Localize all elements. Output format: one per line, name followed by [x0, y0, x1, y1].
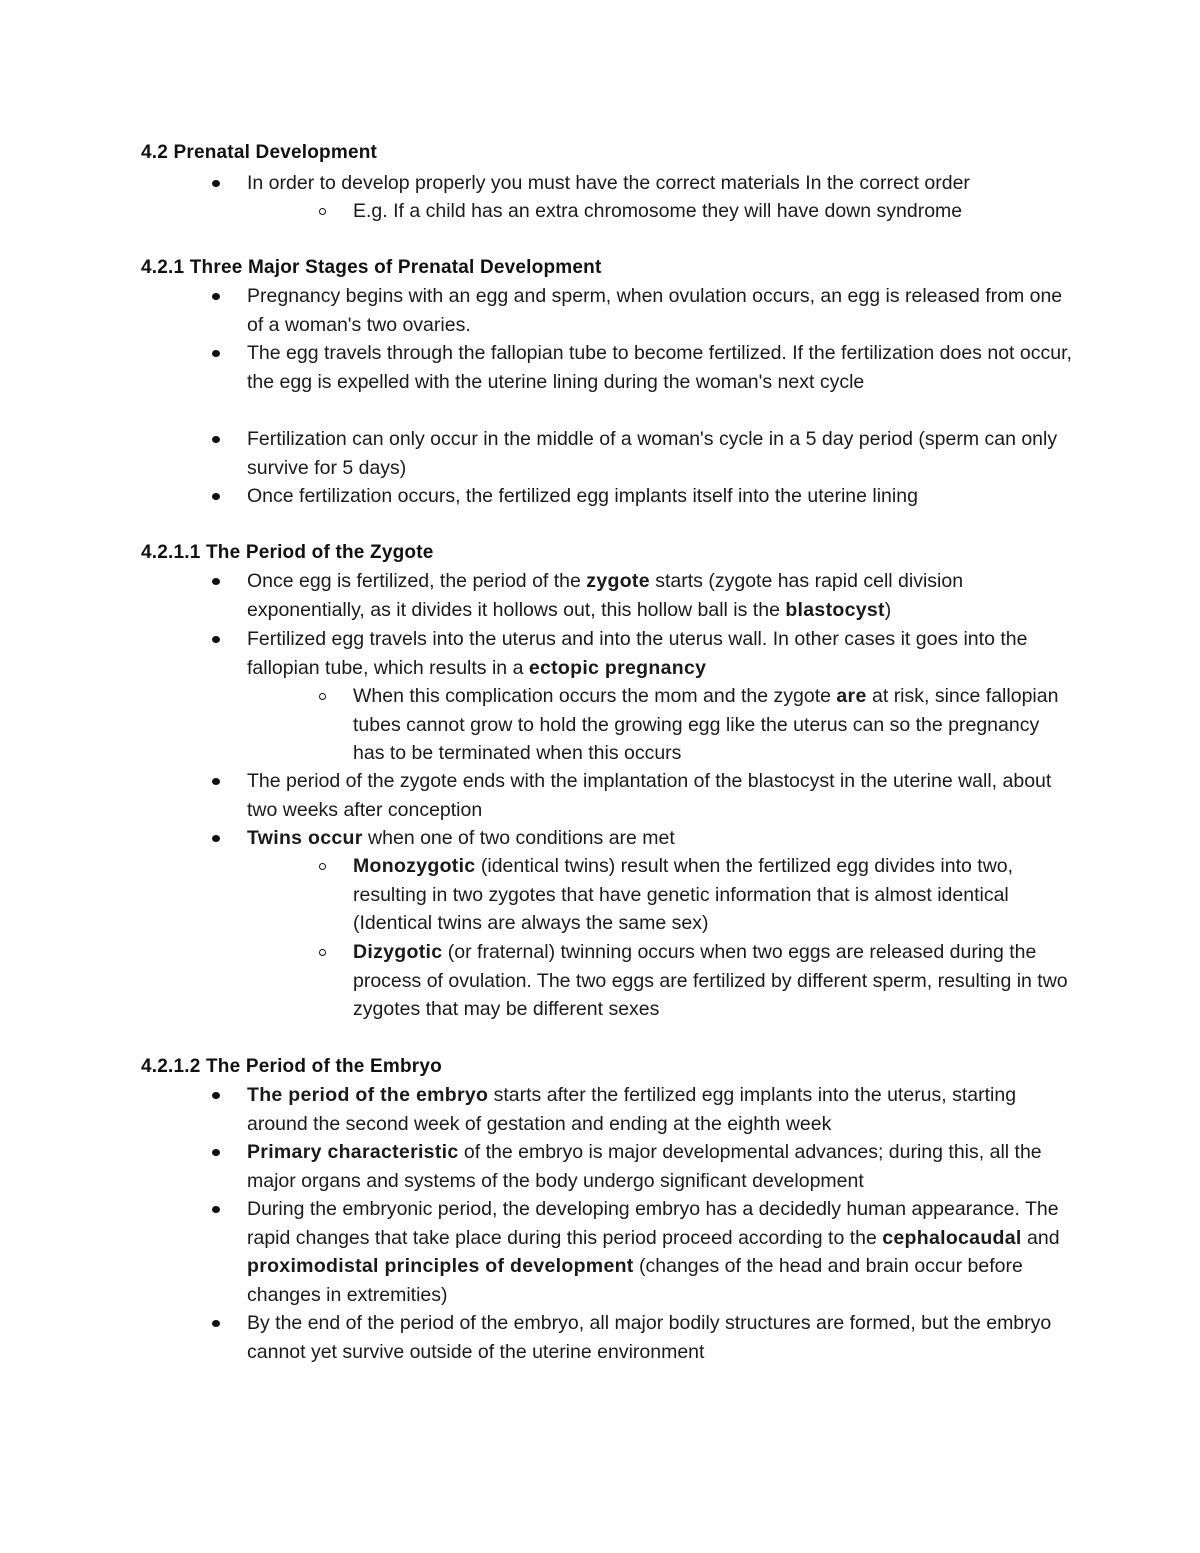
bullet-circle-icon: [319, 949, 326, 956]
sub-list-item: E.g. If a child has an extra chromosome they will have down syndrome: [353, 197, 1073, 226]
list-item: Primary characteristic of the embryo is major developmental advances; during this, all the major organs and systems of the body undergo significant development: [247, 1138, 1077, 1195]
bullet-disc-icon: [212, 835, 220, 842]
sub-list-item: Dizygotic (or fraternal) twinning occurs when two eggs are released during the process of ovulation. The two eggs are fertilized by different sperm, resulting in two zygotes that may be different sexes: [353, 938, 1073, 1024]
bullet-disc-icon: [212, 778, 220, 785]
section-heading: 4.2 Prenatal Development: [141, 142, 378, 163]
term-period-of-embryo: The period of the embryo: [247, 1084, 489, 1106]
list-item: The period of the zygote ends with the implantation of the blastocyst in the uterine wall, about two weeks after conception: [247, 767, 1077, 824]
bullet-circle-icon: [319, 863, 326, 870]
bullet-disc-icon: [212, 1206, 220, 1213]
bullet-disc-icon: [212, 180, 220, 187]
bullet-disc-icon: [212, 636, 220, 643]
list-item: Once egg is fertilized, the period of the zygote starts (zygote has rapid cell division exponentially, as it divides it hollows out, this hollow ball is the blastocyst): [247, 567, 1077, 624]
list-item: Twins occur when one of two conditions are met: [247, 824, 1077, 853]
section-heading: 4.2.1.1 The Period of the Zygote: [141, 542, 434, 563]
sub-list-item: Monozygotic (identical twins) result when the fertilized egg divides into two, resulting in two zygotes that have genetic information that is almost identical (Identical twins are always the same sex): [353, 852, 1073, 938]
bullet-circle-icon: [319, 208, 326, 215]
list-item: During the embryonic period, the developing embryo has a decidedly human appearance. The rapid changes that take place during this period proceed according to the cephalocaudal and proximodistal principles of development (changes of the head and brain occur before changes in extremities): [247, 1195, 1077, 1309]
list-item: By the end of the period of the embryo, all major bodily structures are formed, but the embryo cannot yet survive outside of the uterine environment: [247, 1309, 1077, 1366]
bullet-disc-icon: [212, 1149, 220, 1156]
list-item: Pregnancy begins with an egg and sperm, when ovulation occurs, an egg is released from one of a woman's two ovaries.: [247, 282, 1077, 339]
bullet-disc-icon: [212, 1092, 220, 1099]
term-zygote: zygote: [586, 570, 650, 592]
section-heading: 4.2.1 Three Major Stages of Prenatal Development: [141, 257, 602, 278]
term-ectopic-pregnancy: ectopic pregnancy: [528, 656, 707, 679]
bullet-disc-icon: [212, 578, 220, 585]
list-item: In order to develop properly you must have the correct materials In the correct order: [247, 169, 1077, 198]
term-proximodistal: proximodistal principles of development: [247, 1255, 634, 1277]
bullet-disc-icon: [212, 436, 220, 443]
term-blastocyst: blastocyst: [785, 598, 885, 621]
bullet-circle-icon: [319, 693, 326, 700]
bullet-disc-icon: [212, 293, 220, 300]
list-item: The period of the embryo starts after the fertilized egg implants into the uterus, starting around the second week of gestation and ending at the eighth week: [247, 1081, 1077, 1138]
term-cephalocaudal: cephalocaudal: [882, 1226, 1022, 1249]
section-heading: 4.2.1.2 The Period of the Embryo: [141, 1056, 442, 1077]
bullet-disc-icon: [212, 493, 220, 500]
term-dizygotic: Dizygotic: [353, 941, 443, 963]
list-item: The egg travels through the fallopian tube to become fertilized. If the fertilization does not occur, the egg is expelled with the uterine lining during the woman's next cycle: [247, 339, 1077, 396]
sub-list-item: When this complication occurs the mom and the zygote are at risk, since fallopian tubes cannot grow to hold the growing egg like the uterus can so the pregnancy has to be terminated when this occurs: [353, 682, 1073, 768]
bullet-disc-icon: [212, 1320, 220, 1327]
term-are: are: [836, 685, 867, 707]
list-item: Once fertilization occurs, the fertilized egg implants itself into the uterine lining: [247, 482, 1077, 511]
term-twins-occur: Twins occur: [247, 827, 363, 849]
list-item: Fertilized egg travels into the uterus and into the uterus wall. In other cases it goes into the fallopian tube, which results in a ectopic pregnancy: [247, 625, 1077, 682]
term-primary-characteristic: Primary characteristic: [247, 1141, 459, 1163]
bullet-disc-icon: [212, 350, 220, 357]
term-monozygotic: Monozygotic: [353, 855, 476, 877]
list-item: Fertilization can only occur in the middle of a woman's cycle in a 5 day period (sperm can only survive for 5 days): [247, 425, 1077, 482]
